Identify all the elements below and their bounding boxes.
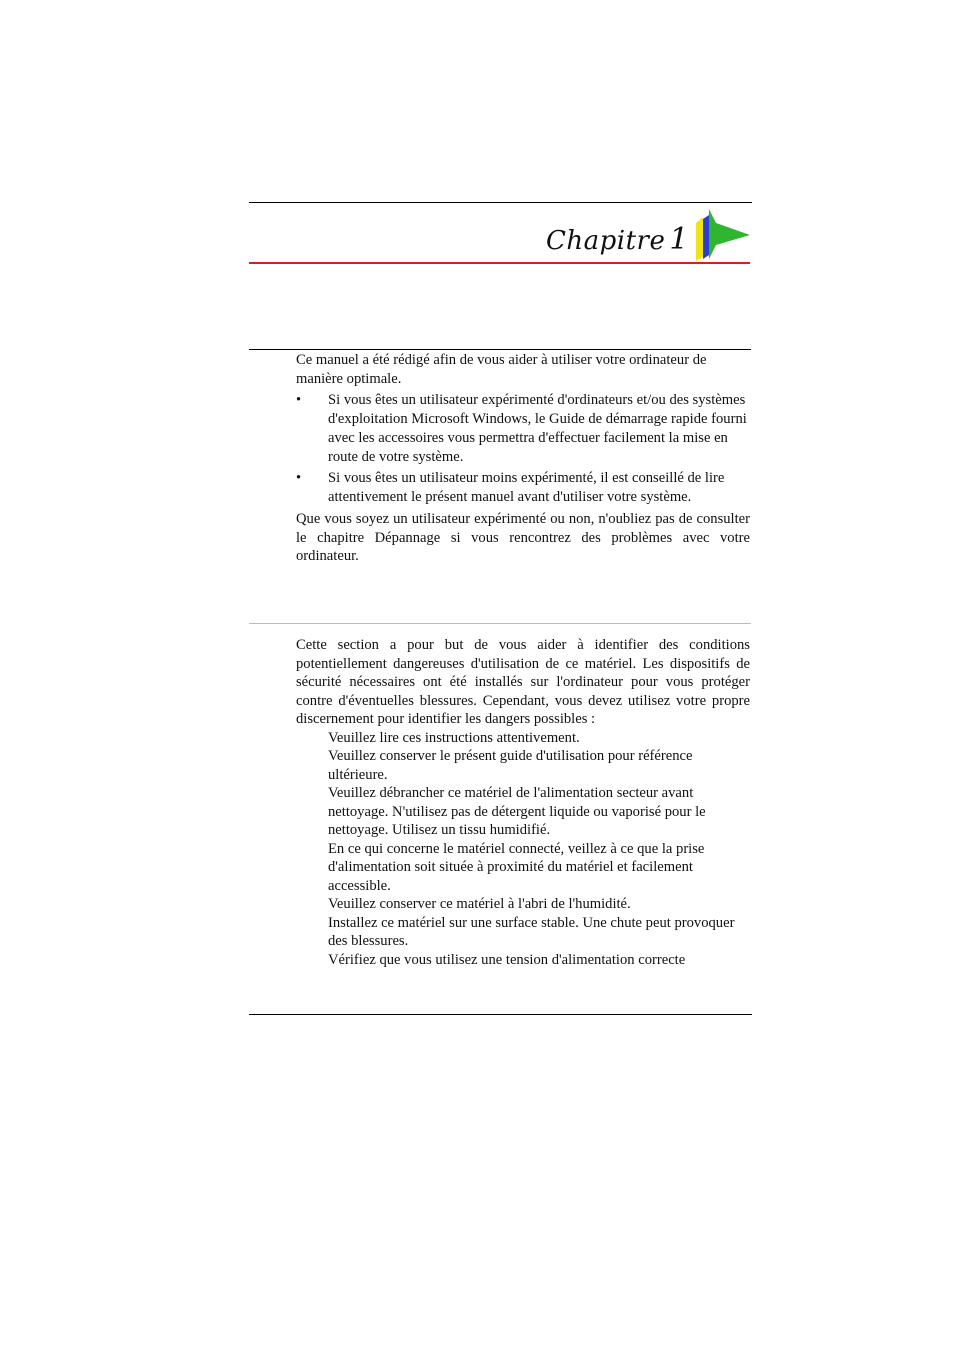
intro-paragraph: Ce manuel a été rédigé afin de vous aider à utiliser votre ordinateur de manière optimale.	[296, 352, 707, 387]
chapter-title	[546, 222, 689, 257]
list-item: Veuillez débrancher ce matériel de l'alimentation secteur avant nettoyage. N'utilisez pas de détergent liquide ou vaporisé pour le nettoyage. Utilisez un tissu humidifié.	[328, 785, 706, 838]
page-bottom-rule	[249, 1014, 752, 1015]
intro-section-rule	[249, 349, 751, 350]
list-item: Vérifiez que vous utilisez une tension d'alimentation correcte	[328, 951, 686, 968]
logo-yellow-flag	[696, 217, 703, 261]
header-top-rule	[249, 202, 752, 203]
chapter-logo-icon	[694, 209, 752, 263]
bullet-icon: •	[296, 392, 302, 408]
safety-section-rule	[249, 623, 751, 624]
list-item: En ce qui concerne le matériel connecté, veillez à ce que la prise d'alimentation soit située à proximité du matériel et facilement accessible.	[328, 840, 705, 894]
list-item	[296, 469, 750, 507]
logo-green-arrow	[709, 209, 750, 259]
list-item: Installez ce matériel sur une surface stable. Une chute peut provoquer des blessures.	[328, 914, 735, 949]
safety-instruction-list	[296, 729, 750, 970]
list-item: Veuillez conserver ce matériel à l'abri de l'humidité.	[328, 896, 631, 912]
safety-paragraph: Cette section a pour but de vous aider à identifier des conditions potentiellement dangereuses d'utilisation de ce matériel. Les dispositifs de sécurité nécessaires ont été installés sur l'ordinateur pour vous protéger contre d'éventuelles blessures. Cependant, vous devez utilisez votre propre discernement pour identifier les dangers possibles :	[296, 637, 750, 727]
list-item: Veuillez conserver le présent guide d'utilisation pour référence ultérieure.	[328, 748, 693, 783]
list-item	[296, 391, 750, 467]
intro-closing-paragraph: Que vous soyez un utilisateur expérimenté ou non, n'oubliez pas de consulter le chapitre Dépannage si vous rencontrez des problèmes avec votre ordinateur.	[296, 511, 750, 564]
safety-section	[296, 636, 750, 969]
header-red-rule	[249, 262, 750, 264]
list-item: Veuillez lire ces instructions attentivement.	[328, 729, 580, 746]
logo-blue-flag	[703, 215, 709, 259]
chapter-number: 1	[669, 222, 689, 257]
bullet-icon: •	[296, 470, 302, 486]
intro-bullet-list	[296, 391, 750, 507]
intro-section	[296, 351, 750, 566]
list-item-text: Si vous êtes un utilisateur expérimenté d'ordinateurs et/ou des systèmes d'exploitation Microsoft Windows, le Guide de démarrage rapide fourni avec les accessoires vous permettra d'effectuer facilement la mise en route de votre système.	[328, 392, 747, 465]
list-item-text: Si vous êtes un utilisateur moins expérimenté, il est conseillé de lire attentivement le présent manuel avant d'utiliser votre système.	[328, 470, 725, 505]
chapter-word: Chapitre	[546, 226, 666, 256]
